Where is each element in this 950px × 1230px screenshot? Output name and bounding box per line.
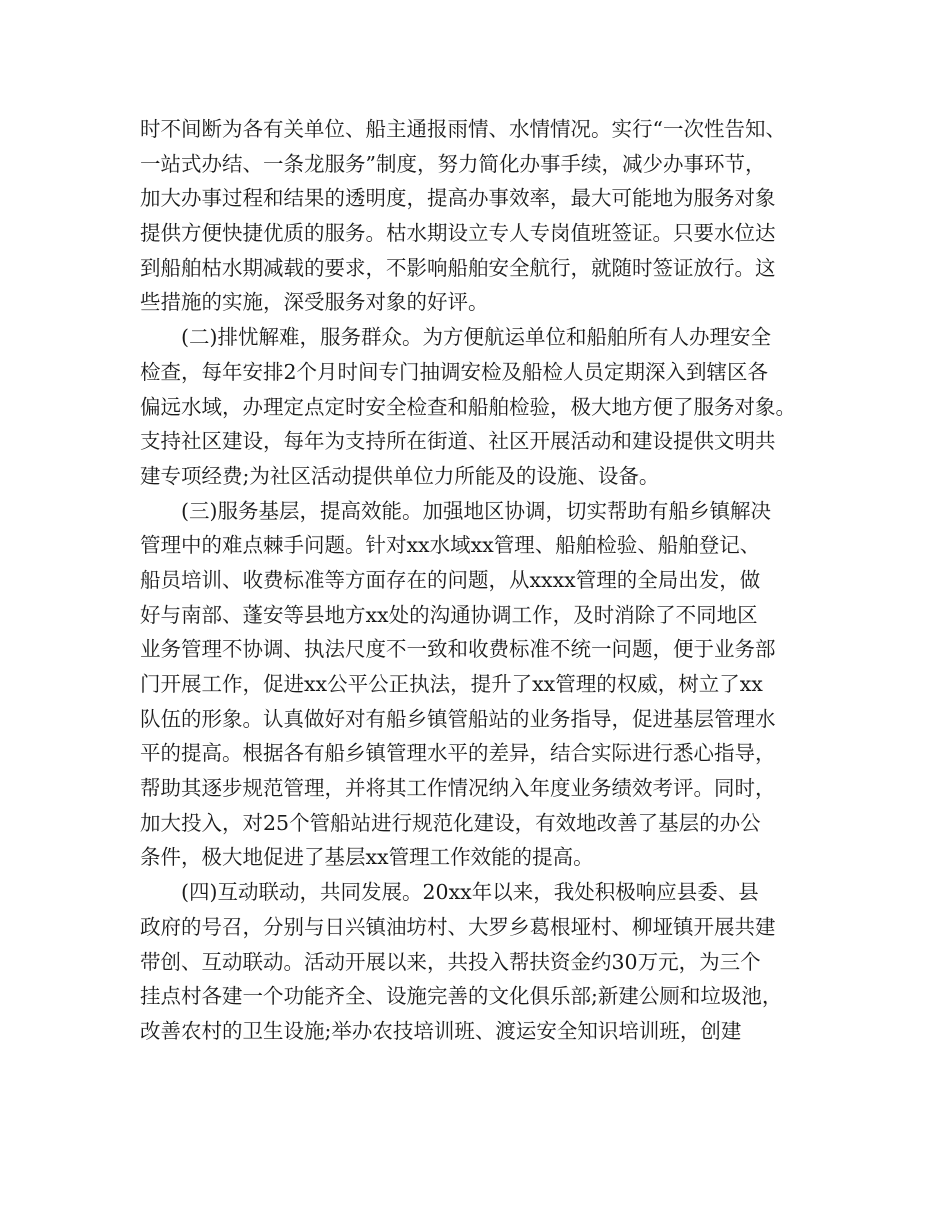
text-line: 条件，极大地促进了基层xx管理工作效能的提高。 (140, 845, 594, 870)
paragraph-heading-2: (二)排忧解难，服务群众。为方便航运单位和船舶所有人办理安全 (181, 325, 771, 350)
text-line: 平的提高。根据各有船乡镇管理水平的差异，结合实际进行悉心指导， (140, 741, 776, 766)
text-line: 建专项经费;为社区活动提供单位力所能及的设施、设备。 (140, 463, 660, 488)
document-body (140, 112, 826, 1049)
text-line: 帮助其逐步规范管理，并将其工作情况纳入年度业务绩效考评。同时， (140, 776, 776, 801)
text-line: 些措施的实施，深受服务对象的好评。 (140, 290, 489, 315)
text-line: 业务管理不协调、执法尺度不一致和收费标准不统一问题，便于业务部 (140, 637, 776, 662)
text-line: 好与南部、蓬安等县地方xx处的沟通协调工作，及时消除了不同地区 (140, 602, 758, 627)
text-line: 到船舶枯水期减载的要求，不影响船舶安全航行，就随时签证放行。这 (140, 255, 776, 280)
text-line: 一站式办结、一条龙服务”制度，努力简化办事手续，减少办事环节， (140, 151, 766, 176)
text-line: 提供方便快捷优质的服务。枯水期设立专人专岗值班签证。只要水位达 (140, 221, 776, 246)
text-line: 时不间断为各有关单位、船主通报雨情、水情情况。实行“一次性告知、 (140, 117, 786, 141)
text-line: 带创、互动联动。活动开展以来，共投入帮扶资金约30万元，为三个 (140, 949, 761, 974)
text-line: 门开展工作，促进xx公平公正执法，提升了xx管理的权威，树立了xx (140, 672, 763, 696)
text-line: 管理中的难点棘手问题。针对xx水域xx管理、船舶检验、船舶登记、 (140, 533, 761, 558)
text-line: 检查，每年安排2个月时间专门抽调安检及船检人员定期深入到辖区各 (140, 359, 769, 384)
text-line: 队伍的形象。认真做好对有船乡镇管船站的业务指导，促进基层管理水 (140, 706, 776, 731)
text-line: 船员培训、收费标准等方面存在的问题，从xxxx管理的全局出发，做 (140, 567, 761, 592)
text-line: 加大办事过程和结果的透明度，提高办事效率，最大可能地为服务对象 (140, 186, 776, 211)
text-line: 支持社区建设，每年为支持所在街道、社区开展活动和建设提供文明共 (140, 429, 776, 454)
paragraph-heading-4: (四)互动联动，共同发展。20xx年以来，我处积极响应县委、县 (181, 880, 759, 905)
text-line: 改善农村的卫生设施;举办农技培训班、渡运安全知识培训班，创建 (140, 1018, 742, 1043)
text-line: 偏远水域，办理定点定时安全检查和船舶检验，极大地方便了服务对象。 (140, 394, 796, 419)
text-line: 挂点村各建一个功能齐全、设施完善的文化俱乐部;新建公厕和垃圾池， (140, 984, 783, 1009)
text-line: 政府的号召，分别与日兴镇油坊村、大罗乡葛根垭村、柳垭镇开展共建 (140, 914, 776, 939)
text-line: 加大投入，对25个管船站进行规范化建设，有效地改善了基层的办公 (140, 810, 761, 835)
paragraph-heading-3: (三)服务基层，提高效能。加强地区协调，切实帮助有船乡镇解决 (181, 498, 771, 523)
